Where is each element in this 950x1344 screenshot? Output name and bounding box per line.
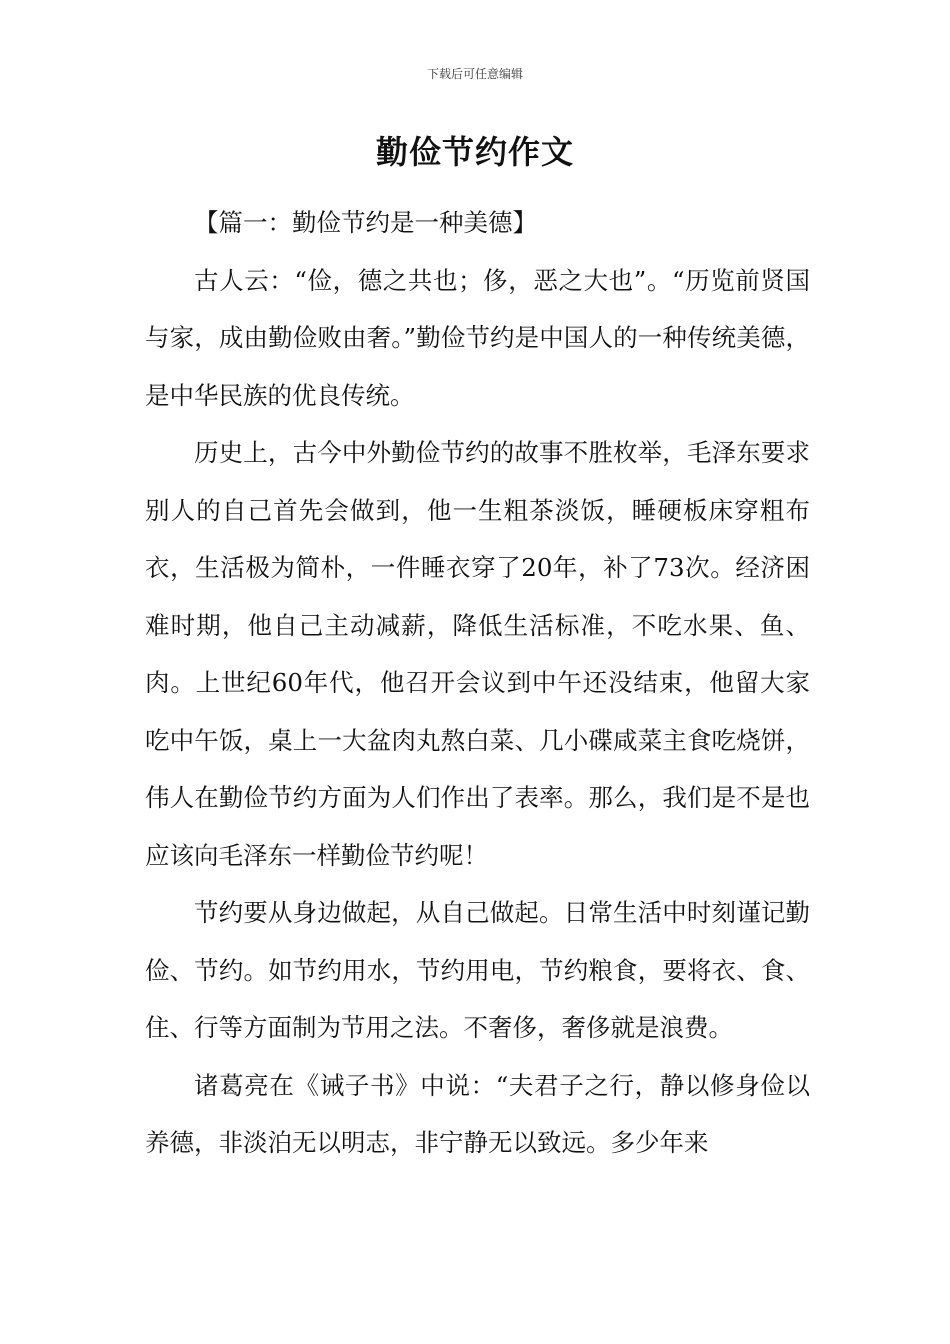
document-body bbox=[145, 194, 810, 1172]
paragraph-3: 节约要从身边做起，从自己做起。日常生活中时刻谨记勤俭、节约。如节约用水，节约用电，节约粮食，要将衣、食、住、行等方面制为节用之法。不奢侈，奢侈就是浪费。 bbox=[145, 898, 810, 1042]
paragraph-4: 诸葛亮在《诫子书》中说：“夫君子之行，静以修身俭以养德，非淡泊无以明志，非宁静无以致远。多少年来 bbox=[145, 1070, 810, 1157]
section-heading: 【篇一：勤俭节约是一种美德】 bbox=[194, 208, 537, 237]
document-title: 勤俭节约作文 bbox=[375, 133, 574, 171]
paragraph-1: 古人云：“俭，德之共也；侈，恶之大也”。“历览前贤国与家，成由勤俭败由奢。”勤俭节约是中国人的一种传统美德，是中华民族的优良传统。 bbox=[145, 265, 810, 410]
header-note: 下载后可任意编辑 bbox=[426, 67, 523, 81]
paragraph-2: 历史上，古今中外勤俭节约的故事不胜枚举，毛泽东要求别人的自己首先会做到，他一生粗茶淡饭，睡硬板床穿粗布衣，生活极为简朴，一件睡衣穿了20年，补了73次。经济困难时期，他自己主动减薪，降低生活标准，不吃水果、鱼、肉。上世纪60年代，他召开会议到中午还没结束，他留大家吃中午饭，桌上一大盆肉丸熬白菜、几小碟咸菜主食吃烧饼，伟人在勤俭节约方面为人们作出了表率。那么，我们是不是也应该向毛泽东一样勤俭节约呢！ bbox=[145, 438, 810, 870]
